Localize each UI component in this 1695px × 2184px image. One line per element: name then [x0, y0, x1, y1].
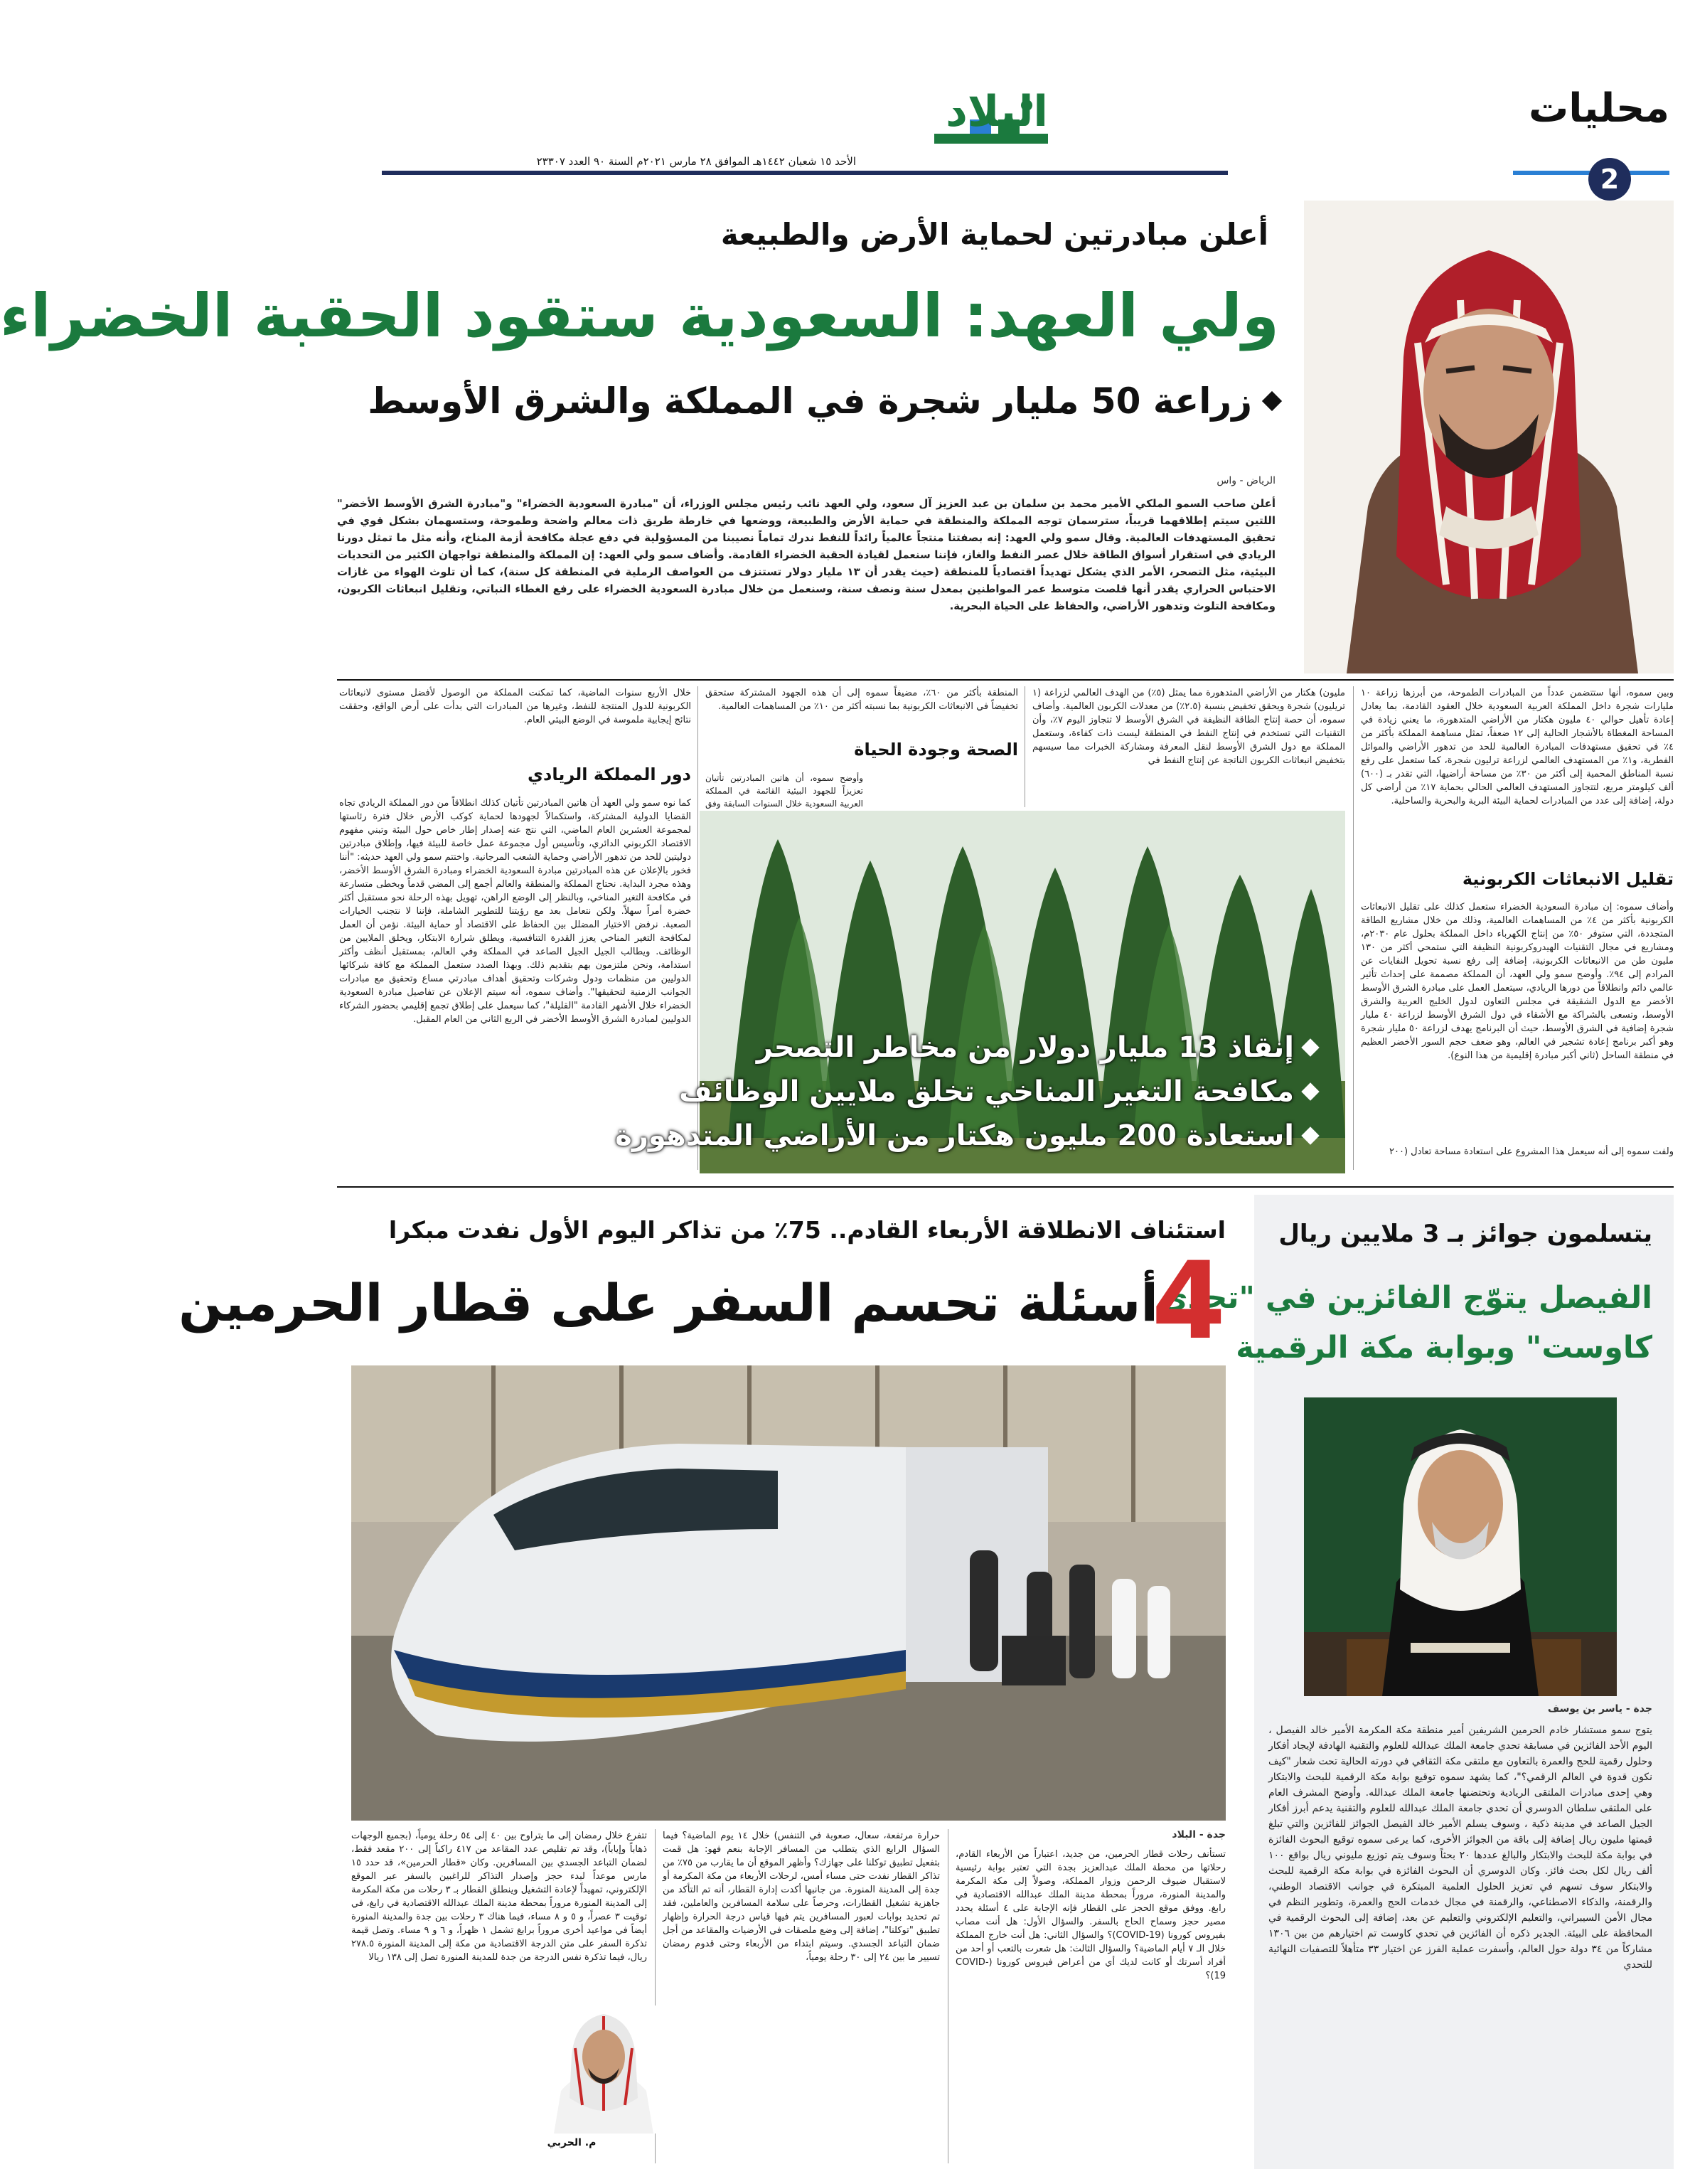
section-divider: [337, 1186, 1674, 1188]
harbi-portrait: [547, 2005, 661, 2134]
tree-bullet-1: [756, 1031, 1317, 1064]
logo: [920, 77, 1062, 155]
tree-bullet-2: [679, 1075, 1317, 1108]
lead-col3: المنطقة بأكثر من ٦٠٪، مضيفاً سموه إلى أن هذه الجهود المشتركة ستحقق تخفيضاً في الانبعاثات الكربونية بما نسبته أكثر من ١٠٪ من المساهمات العالمية.: [705, 688, 1019, 712]
lead-col4b: كما نوه سمو ولي العهد أن هاتين المبادرتين تأتيان كذلك انطلاقاً من دور المملكة الريادي تجاه القضايا الدولية المشتركة، واستكمالاً لجهودها لحماية كوكب الأرض خلال فترة رئاستها لمجموعة العشرين العام الماضي، التي نتج عنه إصدار إطار خاص حول البيئة وتبني مفهوم الاقتصاد الكربوني الدائري، وتأسيس أول مجموعة عمل خاصة للبيئة فيها، وإطلاق مبادرتين دوليتين للحد من تدهور الأراضي وحماية الشعب المرجانية. واختتم سمو ولي العهد حديثه: "أننا فخور بالإعلان عن هذه المبادرتين مبادرة السعودية الخضراء ومبادرة الشرق الأوسط الأخضر، وهذه مجرد البداية. نحتاج المملكة والمنطقة والعالم أجمع إلى المضي قدماً وبخطى متسارعة في مكافحة التغير المناخي، وبالنظر إلى الوضع الراهن، تهويل بهذه الرحلة نحو مستقبل أكثر خضرة أمراً سهلاً. ولكن نتعامل بعد مع رؤيتنا للتطوير الشاملة، فإننا لا نتجنب الخيارات الصعبة. نرفض الاختيار المضلل بين الحفاظ على الاقتصاد أو حماية البيئة. نؤمن أن العمل لمكافحة التغير المناخي يعزز القدرة التنافسية، ويطلق شرارة الابتكار، ويخلق الملايين من الوظائف. ويطالب الجيل الجيل الصاعد في المملكة وفي العالم، بمستقبل أنظف وأكثر استدامة، ونحن ملتزمون بهم بتقديم ذلك. وبهذا الصدد ستعمل المملكة مع كافة شركائها الدوليين من منظمات ودول وشركات وتحقيق أهداف مبادرتي مساع وتحقيق مع مبادرات الجوانب الزمنية لتحقيقها". وأضاف سموه، أنه سيتم الإعلان عن تفاصيل مبادرة السعودية الخضراء خلال الأشهر القادمة "القليلة"، كما سيعمل على إطلاق تجمع إقليمي بحضور الشركاء الدوليين لمبادرة الشرق الأوسط الأخضر في الربع الثاني من العام المقبل.: [339, 798, 691, 1025]
dateline: الأحد ١٥ شعبان ١٤٤٢هـ الموافق ٢٨ مارس ٢٠٢١م السنة ٩٠ العدد ٢٣٣٠٧: [536, 155, 856, 168]
lead-col1: وبين سموه، أنها ستتضمن عدداً من المبادرات الطموحة، من أبرزها زراعة ١٠ مليارات شجرة داخل المملكة العربية السعودية خلال العقود القادمة، بما يعادل إعادة تأهيل حوالي ٤٠ مليون هكتار من الأراضي المتدهورة، ما يعني زيادة في المساحة المغطاة بالأشجار الحالية إلى ١٢ ضعفاً، تمثل مساهمة المملكة بأكثر من ٤٪ في تحقيق مستهدفات المبادرة العالمية للحد من تدهور الأراضي والموائل الفطرية، و١٪ من المستهدف العالمي لزراعة ترليون شجرة، كما ستعمل على رفع نسبة المناطق المحمية إلى أكثر من ٣٠٪ من مساحة أراضيها، التي تقدر بـ (٦٠٠) ألف كيلومتر مربع، لتتجاوز المستهدف العالمي الحالي بحماية ١٧٪ من أراضي كل دولة، إضافة إلى عدد من المبادرات لحماية البيئة البرية والبحرية والساحلية.: [1361, 688, 1674, 806]
tree-bullet-text: استعادة 200 مليون هكتار من الأراضي المتدهورة: [615, 1119, 1294, 1152]
prince-photo: [1304, 1397, 1617, 1696]
award-headline-1: الفيصل يتوّج الفائزين في "تحدي: [1160, 1280, 1652, 1316]
lead-col2: مليون) هكتار من الأراضي المتدهورة مما يمثل (٥٪) من الهدف العالمي لزراعة (١ تريليون) شجرة ويحقق تخفيض بنسبة (٢.٥٪) من معدلات الكربون العالمية. وأضاف سموه، أن حصة إنتاج الطاقة النظيفة في الشرق الأوسط لا تتجاوز اليوم ٧٪، وأن التقنيات التي تستخدم في إنتاج النفط في المنطقة ليست ذات كفاءة، وستعمل المملكة مع دول الشرق الأوسط لنقل المعرفة ومشاركة الخبرات مما سيسهم بتخفيض انبعاثات الكربون الناتجة عن إنتاج النفط في: [1032, 688, 1345, 766]
page-number: 2: [1600, 164, 1620, 195]
page-number-badge: [1588, 158, 1631, 201]
tree-bullet-3: [615, 1119, 1317, 1152]
lead-kicker: أعلن مبادرتين لحماية الأرض والطبيعة: [720, 217, 1268, 252]
award-byline: جدة - ياسر بن يوسف: [1547, 1703, 1652, 1715]
train-col3: تتفرع خلال رمضان إلى ما يتراوح بين ٤٠ إلى ٥٤ رحلة يومياً، (بجميع الوجهات ذهاباً وإياباً)، وقد تم تقليص عدد المقاعد من ٤١٧ راكباً إلى ٢٠٠ مقعد فقط، لضمان التباعد الجسدي بين المسافرين. وكان «قطار الحرمين»، قد حدد ١٥ مارس موعداً لبدء حجز وإصدار التذاكر للراغبين بالسفر عبر الموقع الإلكتروني، تمهيداً لإعادة التشغيل وينطلق القطار بـ ٣ رحلات من مكة المكرمة إلى المدينة المنورة مروراً بمحطة مدينة الملك عبدالله الاقتصادية في رابغ، في توقيت ٣ عصراً، و ٥ و ٨ مساء، فيما هناك ٣ رحلات بين جدة والمدينة المنورة أيضاً في مواعيد أخرى مروراً برابغ تشمل ١ ظهراً، و ٦ و ٩ مساء. وتصل قيمة تذكرة السفر على متن الدرجة الاقتصادية من مكة إلى المدينة المنورة ٢٧٨.٥ ريال، فيما تذكرة نفس الدرجة من جدة للمدينة المنورة تصل إلى ١٣٨ ريالا: [351, 1831, 648, 1963]
train-photo: [351, 1365, 1226, 1821]
bullet-diamond-icon: [1301, 1082, 1319, 1100]
col4-subheading: دور المملكة الريادي: [528, 765, 691, 784]
lead-subhead: زراعة 50 مليار شجرة في المملكة والشرق الأوسط: [368, 380, 1252, 422]
divider: [337, 679, 1674, 681]
train-kicker: استئناف الانطلاقة الأربعاء القادم.. 75٪ من تذاكر اليوم الأول نفدت مبكرا: [388, 1216, 1226, 1244]
col1-subheading: تقليل الانبعاثات الكربونية: [1462, 869, 1674, 889]
subhead-bullet-icon: [1262, 391, 1282, 411]
lead-intro: أعلن صاحب السمو الملكي الأمير محمد بن سلمان بن عبد العزيز آل سعود، ولي العهد نائب رئيس مجلس الوزراء، أن "مبادرة السعودية الخضراء" و"مبادرة الشرق الأوسط الأخضر" اللتين سيتم إطلاقهما قريباً، سترسمان توجه المملكة والمنطقة في حماية الأرض والطبيعة، ووضعها في خارطة طريق ذات معالم واضحة وطموحة، وستسهمان بشكل قوي في تحقيق المستهدفات العالمية. وقال سمو ولي العهد: إنه بصفتنا منتجاً عالمياً رائداً للنفط ندرك تماماً نصيبنا من المسؤولية في دفع عجلة مكافحة أزمة المناخ، وأنه مثل ما تمثل دورنا الريادي في استقرار أسواق الطاقة خلال عصر النفط والغاز، فإننا سنعمل لقيادة الحقبة الخضراء القادمة. وأضاف سمو ولي العهد: إن المملكة والمنطقة تواجهان الكثير من التحديات البيئية، مثل التصحر، الأمر الذي يشكل تهديداً اقتصادياً للمنطقة (حيث يقدر أن ١٣ مليار دولار تستنزف من العواصف الرملية في المنطقة كل سنة)، كما أن تلوث الهواء من غازات الاحتباس الحراري يقدر أنها قلصت متوسط عمر المواطنين بمعدل سنة ونصف سنة، وسنعمل من خلال مبادرة السعودية الخضراء على رفع الغطاء النباتي، وتقليل انبعاثات الكربون، ومكافحة التلوث وتدهور الأراضي، والحفاظ على الحياة البحرية.: [337, 497, 1276, 612]
col-rule: [1353, 686, 1354, 1170]
award-body: يتوج سمو مستشار خادم الحرمين الشريفين أمير منطقة مكة المكرمة الأمير خالد الفيصل ، اليوم الأحد الفائزين في مسابقة تحدي جامعة الملك عبدالله للعلوم والتقنية الهادفة لإيجاد أفكار وحلول رقمية للحج والعمرة بالتعاون مع ملتقى مكة الثقافي في دورته الحالية تحت شعار "كيف نكون قدوة في العالم الرقمي؟"، كما يشهد سموه توقيع بوابة مكة الرقمية للبحث والابتكار وهي إحدى مبادرات الملتقى الريادية وتحتضنها جامعة الملك عبدالله. وأوضح المشرف العام على الملتقى سلطان الدوسري أن تحدي جامعة الملك عبدالله للعلوم والتقنية يدعم أبرز أفكار الجيل الصاعد في مدينة ذكية ، وسوف يسلم الأمير خالد الفيصل الجوائز للفائزين والتي تبلغ قيمتها مليون ريال إضافة إلى باقة من الجوائز الأخرى، كما يرعى سموه توقيع البحوث الفائزة في بوابة مكة للبحث والابتكار والبالغ عددها ٢٠ بحثاً وسوف يتم توزيع مليوني ريال بواقع ١٠٠ ألف ريال لكل بحث فائز. وكان الدوسري أن البحوث الفائزة في بوابة مكة الرقمية للبحث والابتكار سوف تسهم في تعزيز الحلول العلمية المبتكرة في جوانب الاقتصاد الوطني، والرقمنة، والذكاء الاصطناعي، والرقمنة في مجال خدمات الحج والعمرة، وتطوير النظم في مجال الأمن السيبراني، والتعليم الإلكتروني والتعليم عن بعد، إضافة إلى البحوث الرقمية في المحافظة على البيئة. الجدير ذكره أن الفائزين في تحدي كاوست تم اختيارهم من بين ١٣٠٦ مشاركاً من ٣٤ دولة حول العالم، وأسفرت عملية الفرز عن اختيار ٣٣ متأهلاً للتصفيات النهائية للتحدي: [1268, 1725, 1652, 1971]
section-title: محليات: [1528, 85, 1669, 132]
lead-col3b: وأوضح سموه، أن هاتين المبادرتين تأتيان تعزيزاً للجهود البيئية القائمة في المملكة العربية السعودية خلال السنوات السابقة وفق: [705, 773, 863, 809]
dateline-bar: [382, 171, 1228, 175]
lead-byline: الرياض - واس: [1217, 475, 1276, 486]
award-headline-2: كاوست" وبوابة مكة الرقمية: [1236, 1330, 1652, 1365]
train-number: 4: [1151, 1240, 1226, 1363]
train-headline: أسئلة تحسم السفر على قطار الحرمين: [178, 1273, 1158, 1333]
lead-col1c: ولفت سموه إلى أنه سيعمل هذا المشروع على استعادة مساحة تعادل (٢٠٠: [1389, 1146, 1674, 1157]
tree-bullet-text: مكافحة التغير المناخي تخلق ملايين الوظائف: [679, 1075, 1294, 1108]
crown-prince-photo: [1304, 201, 1674, 673]
lead-headline: ولي العهد: السعودية ستقود الحقبة الخضراء: [0, 281, 1279, 351]
train-col1: تستأنف رحلات قطار الحرمين، من جديد، اعتباراً من الأربعاء القادم، رحلاتها من محطة الملك عبدالعزيز بجدة التي تعتبر بوابة رئيسية لاستقبال ضيوف الرحمن وزوار المملكة، وصولاً إلى مكة المكرمة والمدينة المنورة، مروراً بمحطة مدينة الملك عبدالله الاقتصادية في رابغ. ووفق موقع الحجز على القطار فإنه الإجابة على ٤ أسئلة يحدد مصير حجز وسماح الحاج بالسفر. والسؤال الأول: هل أنت مصاب بفيروس كورونا (COVID-19)؟ والسؤال الثاني: هل أنت خارج المملكة خلال الـ ٧ أيام الماضية؟ والسؤال الثالث: هل شعرت بالتعب أو أحد من أفراد أسرتك أو كانت لديك أي من أعراض فيروس كورونا (COVID-19)؟: [956, 1849, 1226, 1981]
train-col2: حرارة مرتفعة، سعال، صعوبة في التنفس) خلال ١٤ يوم الماضية؟ فيما السؤال الرابع الذي يتطلب من المسافر الإجابة بنعم فهو: هل قمت بتفعيل تطبيق توكلنا على جهازك؟ وأظهر الموقع أن ما يقارب من ٧٥٪ من تذاكر القطار نفدت حتى مساء أمس، لرحلات الأربعاء من مكة المكرمة أو جدة إلى المدينة المنورة. من جانبها أكدت إدارة القطار، أنه تم التأكد من جاهزية تشغيل القطارات، وحرصاً على سلامة المسافرين والعاملين، فقد تم تحديد بوابات لعبور المسافرين يتم فيها قياس درجة الحرارة وإظهار تطبيق "توكلنا"، إضافة إلى وضع ملصقات في الأرضيات والمقاعد من أجل ضمان التباعد الجسدي. وسيتم ابتداء من الأربعاء وحتى قدوم رمضان تسيير ما بين ٢٤ إلى ٣٠ رحلة يومياً،: [663, 1831, 940, 1963]
tree-bullet-text: إنقاذ 13 مليار دولار من مخاطر التصحر: [756, 1031, 1294, 1064]
trees-photo: [615, 811, 1345, 1173]
col3-subheading: الصحة وجودة الحياة: [854, 740, 1018, 760]
logo-text: البلاد: [946, 87, 1048, 137]
bullet-diamond-icon: [1301, 1126, 1319, 1144]
lead-subhead-row: [341, 380, 1279, 422]
bullet-diamond-icon: [1301, 1038, 1319, 1056]
award-kicker: يتسلمون جوائز بـ 3 ملايين ريال: [1278, 1220, 1652, 1248]
lead-col1b: وأضاف سموه: إن مبادرة السعودية الخضراء ستعمل كذلك على تقليل الانبعاثات الكربونية بأكثر من ٤٪ من المساهمات العالمية، وذلك من خلال مشاريع الطاقة المتجددة، التي ستوفر ٥٠٪ من إنتاج الكهرباء داخل المملكة بحلول عام ٢٠٣٠م، ومشاريع في مجال التقنيات الهيدروكربونية النظيفة التي ستمحي أكثر من ١٣٠ مليون طن من الانبعاثات الكربونية، إضافة إلى رفع نسبة تحويل النفايات عن المرادم إلى ٩٤٪. وأوضح سمو ولي العهد، أن المملكة مصممة على إحداث تأثير عالمي دائم وانطلاقاً من دورها الريادي، سيتعمل العمل على مبادرة الشرق الأوسط الأخضر مع الدول الشقيقة في مجلس التعاون لدول الخليج العربية والشرق الأوسط، وتسعى بالشراكة مع الأشقاء في دول الشرق الأوسط لزراعة ٤٠ مليار شجرة إضافية في الشرق الأوسط، حيث أن البرنامج يهدف لزراعة ٥٠ مليار شجرة وهو أكبر برنامج إعادة تشجير في العالم، وهو ضعف حجم السور الأخضر العظيم في منطقة الساحل (ثاني أكبر مبادرة إقليمية من هذا النوع).: [1361, 902, 1674, 1061]
train-byline: جدة - البلاد: [1172, 1829, 1226, 1841]
harbi-caption: م. الحربي: [547, 2137, 597, 2148]
lead-col4: خلال الأربع سنوات الماضية، كما تمكنت المملكة من الوصول لأفضل مستوى لانبعاثات الكربونية للدول المنتجة للنفط، وغيرها من المبادرات التي بدأت على أرض الواقع، وحققت نتائج إيجابية ملموسة في الوضع البيئي العام.: [339, 688, 691, 725]
